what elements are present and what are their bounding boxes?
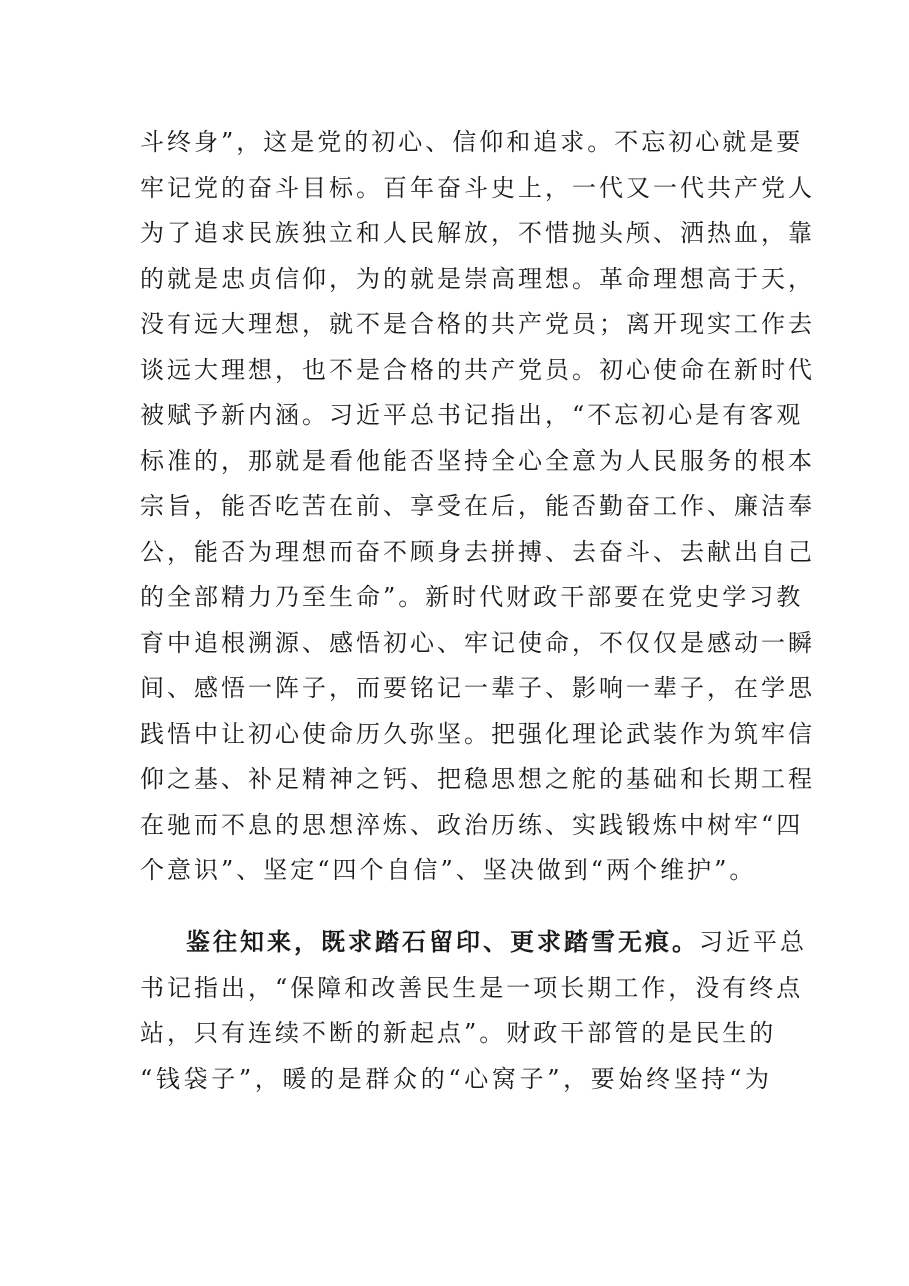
paragraph-text: 习近平总 xyxy=(699,928,807,956)
paragraph-line: 在驰而不息的思想淬炼、政治历练、实践锻炼中树牢“四 xyxy=(140,810,804,839)
paragraph-line: 站，只有连续不断的新起点”。财政干部管的是民生的 xyxy=(140,1019,777,1047)
paragraph-line: 践悟中让初心使命历久弥坚。把强化理论武装作为筑牢信 xyxy=(140,719,815,748)
paragraph-line: 宗旨，能否吃苦在前、享受在后，能否勤奋工作、廉洁奉 xyxy=(140,492,815,520)
paragraph-line: 被赋予新内涵。习近平总书记指出，“不忘初心是有客观 xyxy=(140,401,804,429)
paragraph-line: 为了追求民族独立和人民解放，不惜抛头颅、洒热血，靠 xyxy=(140,219,815,247)
paragraph-line: 仰之基、补足精神之钙、把稳思想之舵的基础和长期工程 xyxy=(140,765,815,793)
section-heading: 鉴往知来，既求踏石留印、更求踏雪无痕。 xyxy=(186,928,699,956)
paragraph-first-line xyxy=(140,920,807,966)
paragraph-line: 谈远大理想，也不是合格的共产党员。初心使命在新时代 xyxy=(140,355,815,384)
paragraph-line: 公，能否为理想而奋不顾身去拼搏、去奋斗、去献出自己 xyxy=(140,537,815,566)
paragraph-line: 书记指出，“保障和改善民生是一项长期工作，没有终点 xyxy=(140,973,804,1002)
paragraph-line: 牢记党的奋斗目标。百年奋斗史上，一代又一代共产党人 xyxy=(140,173,815,202)
paragraph-line: 育中追根溯源、感悟初心、牢记使命，不仅仅是感动一瞬 xyxy=(140,628,815,657)
paragraph-line: 没有远大理想，就不是合格的共产党员；离开现实工作去 xyxy=(140,310,815,338)
paragraph-line: 间、感悟一阵子，而要铭记一辈子、影响一辈子，在学思 xyxy=(140,674,815,702)
paragraph-line: 标准的，那就是看他能否坚持全心全意为人民服务的根本 xyxy=(140,446,815,475)
paragraph-line: “钱袋子”，暖的是群众的“心窝子”，要始终坚持“为 xyxy=(140,1064,772,1093)
paragraph-line: 的就是忠贞信仰，为的就是崇高理想。革命理想高于天， xyxy=(140,264,815,293)
paragraph-line: 个意识”、坚定“四个自信”、坚决做到“两个维护”。 xyxy=(140,856,757,884)
paragraph-line: 的全部精力乃至生命”。新时代财政干部要在党史学习教 xyxy=(140,583,804,611)
paragraph-1 xyxy=(140,120,815,894)
paragraph-line: 斗终身”，这是党的初心、信仰和追求。不忘初心就是要 xyxy=(140,128,804,156)
paragraph-2 xyxy=(140,920,807,1102)
